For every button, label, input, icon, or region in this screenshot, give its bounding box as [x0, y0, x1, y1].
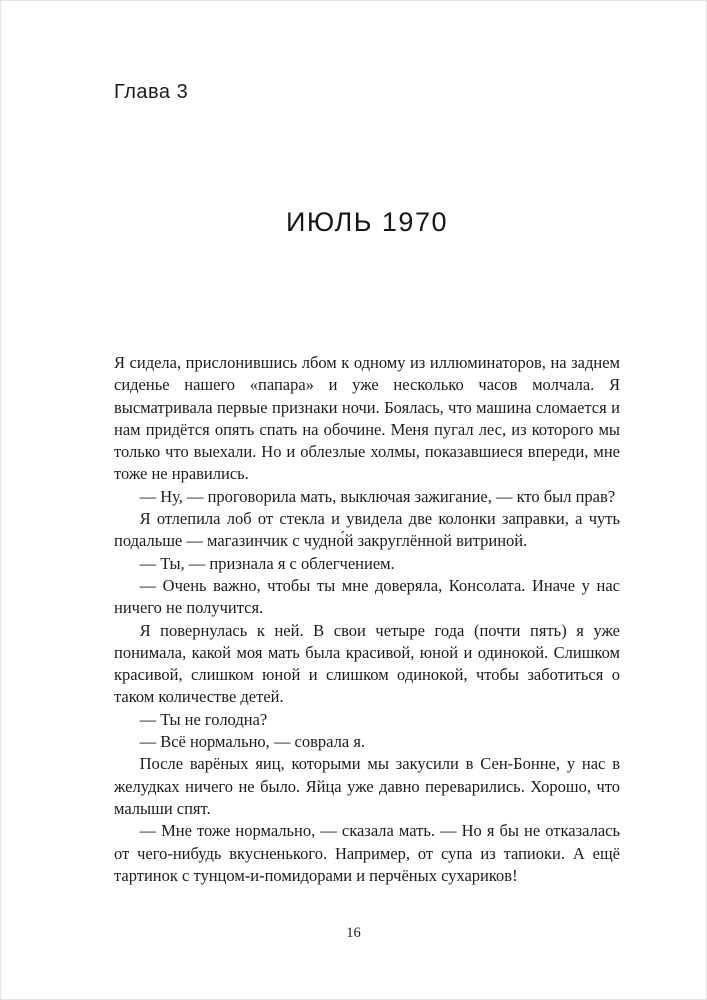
chapter-label: Глава 3 — [114, 81, 189, 103]
paragraph: — Ну, — проговорила мать, выключая зажигание, — кто был прав? — [139, 486, 616, 506]
paragraph: — Мне тоже нормально, — сказала мать. — Но я бы не отказалась от чего-нибудь вкусненького. Например, от супа из тапиоки. А ещё тартинок с тунцом-и-помидорами и перчёных сухариков! — [114, 821, 620, 885]
paragraph: — Ты не голодна? — [139, 709, 268, 729]
paragraph: Я сидела, прислонившись лбом к одному из иллюминаторов, на заднем сиденье нашего «папара» и уже несколько часов молчала. Я высматривала первые признаки ночи. Боялась, что машина сломается и нам придётся опять спать на обочине. Меня пугал лес, из которого мы только что выехали. Но и облезлые холмы, показавшиеся впереди, мне тоже не нравились. — [114, 353, 620, 484]
paragraph: — Ты, — признала я с облегчением. — [139, 553, 395, 573]
paragraph: После варёных яиц, которыми мы закусили в Сен-Бонне, у нас в желудках ничего не было. Яйца уже давно переварились. Хорошо, что малыши спят. — [114, 754, 620, 818]
paragraph: — Всё нормально, — соврала я. — [139, 732, 366, 752]
body-text — [114, 352, 620, 887]
paragraph: Я повернулась к ней. В свои четыре года (почти пять) я уже понимала, какой моя мать была красивой, юной и одинокой. Слишком красивой, слишком юной и слишком одинокой, чтобы заботиться о таком количестве детей. — [114, 620, 620, 707]
paragraph: — Очень важно, чтобы ты мне доверяла, Консолата. Иначе у нас ничего не получится. — [114, 575, 620, 618]
page-number: 16 — [346, 925, 361, 941]
paragraph: Я отлепила лоб от стекла и увидела две колонки заправки, а чуть подальше — магазинчик с чудно́й закруглённой витриной. — [114, 509, 620, 551]
chapter-title: ИЮЛЬ 1970 — [286, 207, 448, 237]
